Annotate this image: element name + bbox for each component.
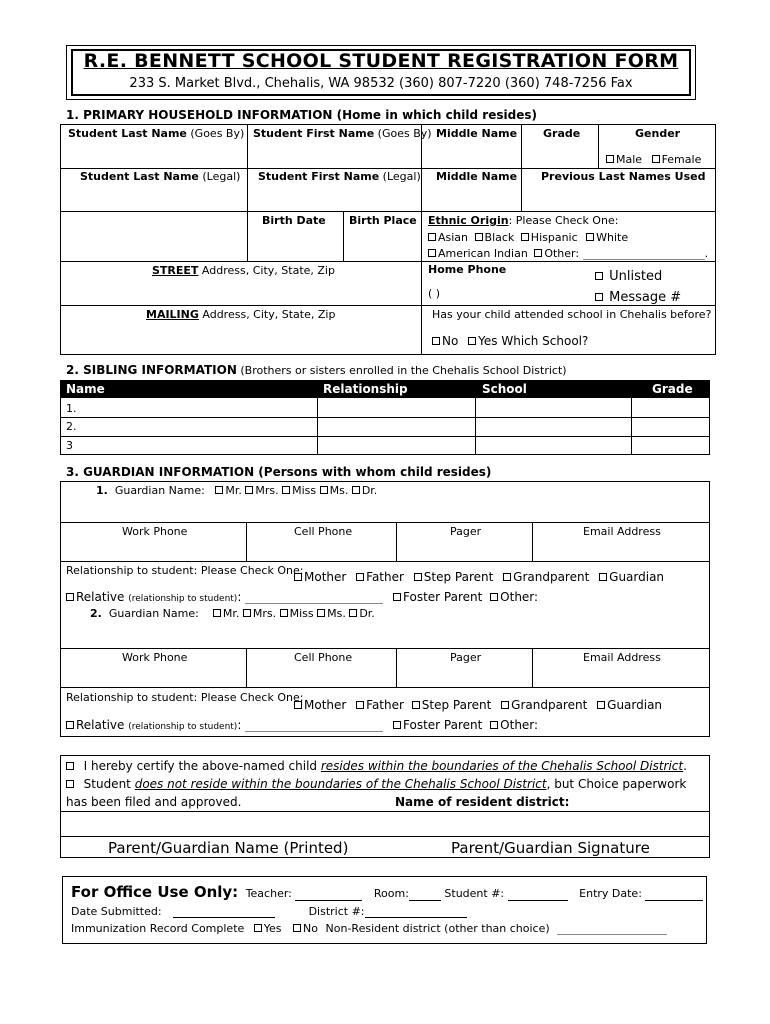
g1-grandparent-checkbox[interactable] [503,573,511,581]
ethnic-options-row2: American Indian Other: . [428,247,708,260]
g2-pager-label: Pager [450,651,482,664]
g1-guardian-checkbox[interactable] [599,573,607,581]
guardian-1-name-line: 1. Guardian Name: Mr. Mrs. Miss Ms. Dr. [96,484,378,497]
g2-relative-line: Relative (relationship to student): Foster Parent Other: [66,718,538,732]
g1-ms-checkbox[interactable] [320,486,328,494]
col-name: Name [66,382,105,396]
g1-relationship-question: Relationship to student: Please Check One: [66,564,304,577]
teacher-field[interactable] [295,889,362,901]
sibling-table-header [60,380,710,398]
label-middle-name: Middle Name [436,127,518,140]
g2-step-parent-checkbox[interactable] [412,701,420,709]
american-indian-checkbox[interactable] [428,249,436,257]
sibling-row-1: 1. [66,402,77,415]
home-phone-area-code: ( ) [428,287,441,300]
certify-resides-line: I hereby certify the above-named child resides within the boundaries of the Chehalis School District. [66,759,687,773]
col-school: School [482,382,527,396]
form-title: R.E. BENNETT SCHOOL STUDENT REGISTRATION FORM [83,50,679,72]
g2-relative-field[interactable] [245,720,383,732]
label-middle-name-2: Middle Name [436,170,518,183]
g2-dr-checkbox[interactable] [349,609,357,617]
g1-foster-checkbox[interactable] [393,593,401,601]
attended-options: No Yes Which School? [432,334,588,348]
section-2-heading: 2. SIBLING INFORMATION (Brothers or sisters enrolled in the Chehalis School District) [66,363,567,377]
g1-father-checkbox[interactable] [356,573,364,581]
gender-options: Male Female [606,153,701,166]
label-gender: Gender [635,127,681,140]
section-1-heading: 1. PRIMARY HOUSEHOLD INFORMATION (Home in which child resides) [66,108,537,122]
label-last-legal: Student Last Name (Legal) [80,170,241,183]
g1-mr-checkbox[interactable] [215,486,223,494]
attended-question: Has your child attended school in Chehalis before? [432,308,712,321]
school-address: 233 S. Market Blvd., Chehalis, WA 98532 (360) 807-7220 (360) 748-7256 Fax [129,76,633,91]
label-previous-last-names: Previous Last Names Used [541,170,706,183]
date-submitted-field[interactable] [173,906,275,918]
attended-no-checkbox[interactable] [432,337,440,345]
g1-dr-checkbox[interactable] [352,486,360,494]
immunization-yes-checkbox[interactable] [254,924,262,932]
message-checkbox[interactable] [595,293,603,301]
hispanic-checkbox[interactable] [521,233,529,241]
ethnic-options-row1: Asian Black Hispanic White [428,231,628,244]
asian-checkbox[interactable] [428,233,436,241]
g1-cell-phone-label: Cell Phone [294,525,353,538]
label-last-goes-by: Student Last Name (Goes By) [68,127,245,140]
g2-work-phone-label: Work Phone [122,651,188,664]
g2-miss-checkbox[interactable] [280,609,288,617]
black-checkbox[interactable] [475,233,483,241]
g1-relationship-options: Mother Father Step Parent Grandparent Guardian [294,570,664,584]
entry-date-field[interactable] [645,889,703,901]
g1-step-parent-checkbox[interactable] [414,573,422,581]
sibling-table [60,398,710,455]
label-birth-date: Birth Date [262,214,326,227]
white-checkbox[interactable] [586,233,594,241]
g1-relative-checkbox[interactable] [66,593,74,601]
label-birth-place: Birth Place [349,214,417,227]
g2-ms-checkbox[interactable] [317,609,325,617]
label-grade: Grade [543,127,581,140]
unlisted-checkbox[interactable] [595,272,603,280]
label-home-phone: Home Phone [428,263,507,276]
printed-name-label: Parent/Guardian Name (Printed) [108,839,349,857]
signature-label: Parent/Guardian Signature [451,839,650,857]
certify-filed-line: has been filed and approved. [66,795,242,809]
g2-mother-checkbox[interactable] [294,701,302,709]
col-relationship: Relationship [323,382,408,396]
g1-pager-label: Pager [450,525,482,538]
male-checkbox[interactable] [606,155,614,163]
label-mailing-address: MAILING Address, City, State, Zip [146,308,336,321]
label-street-address: STREET Address, City, State, Zip [152,264,335,277]
female-checkbox[interactable] [652,155,660,163]
g1-mother-checkbox[interactable] [294,573,302,581]
g1-other-checkbox[interactable] [490,593,498,601]
unlisted-option: Unlisted [595,269,662,284]
col-grade: Grade [652,382,693,396]
guardian-2-name-line: 2. Guardian Name: Mr. Mrs. Miss Ms. Dr. [90,607,375,620]
sibling-row-2: 2. [66,420,77,433]
g2-relationship-options: Mother Father Step Parent Grandparent Guardian [294,698,662,712]
attended-yes-checkbox[interactable] [468,337,476,345]
certify-not-resides-line: Student does not reside within the boundaries of the Chehalis School District, but Choice paperwork [66,777,686,791]
g2-relationship-question: Relationship to student: Please Check One: [66,691,304,704]
g1-relative-line: Relative (relationship to student): Foster Parent Other: [66,590,538,604]
g1-mrs-checkbox[interactable] [245,486,253,494]
sibling-row-3: 3 [66,439,73,452]
student-number-field[interactable] [508,889,568,901]
district-number-field[interactable] [365,906,467,918]
g1-relative-field[interactable] [245,592,383,604]
g1-work-phone-label: Work Phone [122,525,188,538]
g1-miss-checkbox[interactable] [282,486,290,494]
room-field[interactable] [409,889,441,901]
office-line-3: Immunization Record Complete Yes No Non-Resident district (other than choice) [71,922,667,935]
section-3-heading: 3. GUARDIAN INFORMATION (Persons with whom child resides) [66,465,492,479]
g2-father-checkbox[interactable] [356,701,364,709]
g1-email-label: Email Address [583,525,661,538]
certify-choice-checkbox[interactable] [66,780,74,788]
g2-relative-checkbox[interactable] [66,721,74,729]
immunization-no-checkbox[interactable] [293,924,301,932]
non-resident-district-field[interactable] [557,923,667,935]
g2-mrs-checkbox[interactable] [243,609,251,617]
g2-grandparent-checkbox[interactable] [501,701,509,709]
g2-foster-checkbox[interactable] [393,721,401,729]
g2-mr-checkbox[interactable] [213,609,221,617]
g2-other-checkbox[interactable] [490,721,498,729]
resident-district-label: Name of resident district: [395,795,570,809]
g2-cell-phone-label: Cell Phone [294,651,353,664]
office-line-1: For Office Use Only: Teacher: Room: Student #: Entry Date: [71,883,703,901]
ethnic-other-checkbox[interactable] [534,249,542,257]
label-first-legal: Student First Name (Legal) [258,170,421,183]
certify-resides-checkbox[interactable] [66,762,74,770]
g2-guardian-checkbox[interactable] [597,701,605,709]
message-option: Message # [595,290,681,305]
ethnic-other-field[interactable] [583,248,705,260]
label-first-goes-by: Student First Name (Goes By) [253,127,432,140]
label-ethnic-origin: Ethnic Origin: Please Check One: [428,214,619,227]
g2-email-label: Email Address [583,651,661,664]
office-line-2: Date Submitted: District #: [71,905,467,918]
